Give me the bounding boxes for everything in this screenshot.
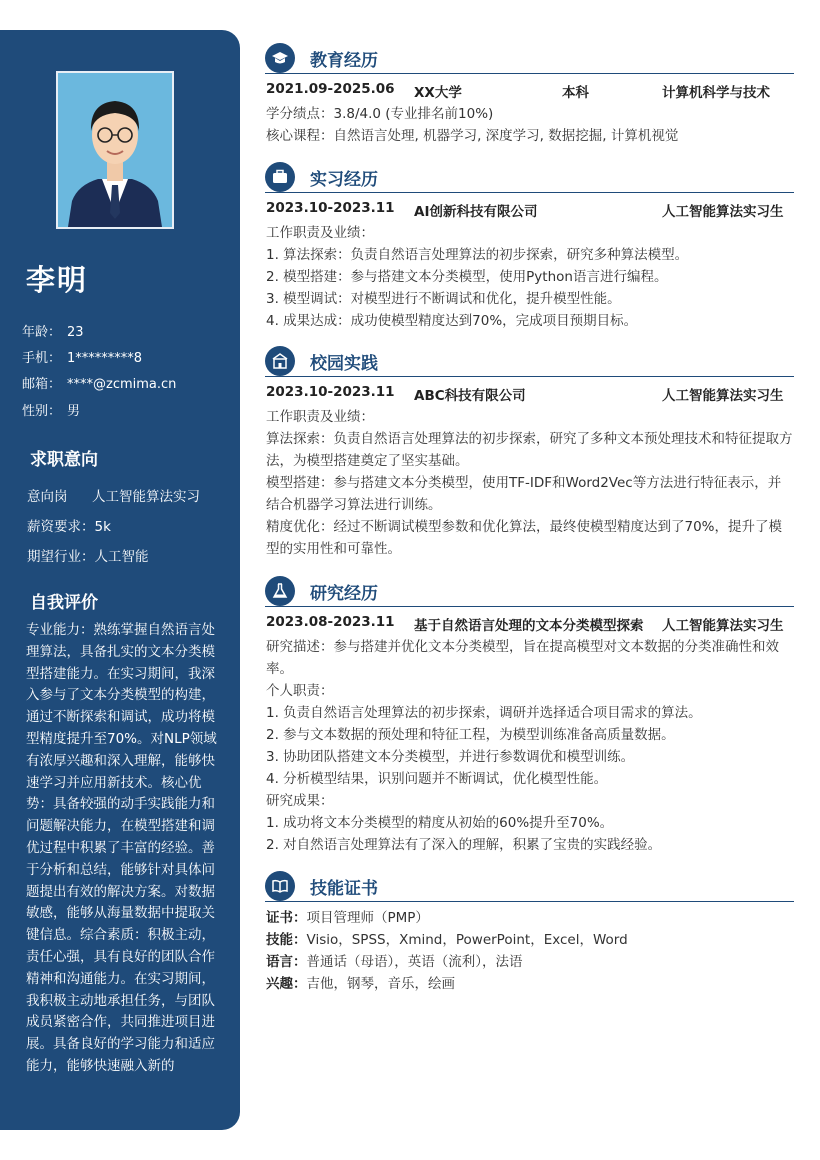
internship-details: 工作职责及业绩： 1. 算法探索：负责自然语言处理算法的初步探索，研究多种算法模型。 2. 模型搭建：参与搭建文本分类模型，使用Python语言进行编程。 3. 模型调试：对模型进行不断调试和优化，提升模型性能。 4. 成果达成：成功使模型精度达到70%，完成项目预期目标。 bbox=[266, 225, 689, 329]
education-row: 2021.09-2025.06 XX大学 本科 计算机科学与技术 bbox=[266, 81, 770, 101]
self-eval-text: 专业能力：熟练掌握自然语言处理算法，具备扎实的文本分类模型搭建能力。在实习期间，我深入参与了文本分类模型的构建，通过不断探索和调试，成功将模型精度提升至70%。对NLP领域有浓厚兴趣和深入理解，能够快速学习并应用新技术。核心优势：具备较强的动手实践能力和问题解决能力，在模型搭建和调优过程中积累了丰富的经验。善于分析和总结，能够针对具体问题提出有效的解决方案。对数据敏感，能够从海量数据中提取关键信息。综合素质：积极主动，责任心强，具有良好的团队合作精神和沟通能力。在实习期间，我积极主动地承担任务，与团队成员紧密合作，共同推进项目进展。具备良好的学习能力和适应能力，能够快速融入新的 bbox=[26, 622, 217, 1074]
profile-photo bbox=[56, 71, 174, 229]
research-title: 研究经历 bbox=[310, 584, 378, 604]
campus-header bbox=[265, 346, 794, 377]
skills-title: 技能证书 bbox=[310, 879, 378, 899]
skills-details bbox=[266, 907, 794, 995]
skill-row-interest: 兴趣：吉他，钢琴，音乐，绘画 bbox=[266, 976, 455, 992]
internship-row: 2023.10-2023.11 AI创新科技有限公司 人工智能算法实习生 bbox=[266, 200, 784, 220]
intent-position: 意向岗 人工智能算法实习 bbox=[27, 489, 200, 505]
self-eval-heading: 自我评价 bbox=[30, 593, 98, 613]
skill-row-language: 语言：普通话（母语），英语（流利），法语 bbox=[266, 954, 523, 970]
campus-title: 校园实践 bbox=[310, 354, 378, 374]
skill-row-skills: 技能：Visio，SPSS，Xmind，PowerPoint，Excel，Word bbox=[266, 932, 628, 948]
campus-row: 2023.10-2023.11 ABC科技有限公司 人工智能算法实习生 bbox=[266, 384, 784, 404]
internship-title: 实习经历 bbox=[310, 170, 378, 190]
research-row: 2023.08-2023.11 基于自然语言处理的文本分类模型探索 人工智能算法实习生 bbox=[266, 614, 784, 634]
skills-header bbox=[265, 871, 794, 902]
intent-heading: 求职意向 bbox=[30, 450, 98, 470]
flask-icon bbox=[265, 576, 295, 606]
research-header bbox=[265, 576, 794, 607]
campus-details: 工作职责及业绩： 算法探索：负责自然语言处理算法的初步探索，研究了多种文本预处理技术和特征提取方法，为模型搭建奠定了坚实基础。 模型搭建：参与搭建文本分类模型，使用TF-IDF和Word2Vec等方法进行特征表示，并结合机器学习算法进行训练。 精度优化：经过不断调试模型参数和优化算法，最终使模型精度达到了70%，提升了模型的实用性和可靠性。 bbox=[266, 409, 793, 557]
info-phone: 手机： 1*********8 bbox=[22, 351, 143, 366]
candidate-name: 李明 bbox=[26, 263, 89, 297]
graduation-cap-icon bbox=[265, 43, 295, 73]
book-icon bbox=[265, 871, 295, 901]
research-details: 研究描述：参与搭建并优化文本分类模型，旨在提高模型对文本数据的分类准确性和效率。 个人职责： 1. 负责自然语言处理算法的初步探索，调研并选择适合项目需求的算法。 2. 参与文本数据的预处理和特征工程，为模型训练准备高质量数据。 3. 协助团队搭建文本分类模型，并进行参数调优和模型训练。 4. 分析模型结果，识别问题并不断调试，优化模型性能。 研究成果： 1. 成功将文本分类模型的精度从初始的60%提升至70%。 2. 对自然语言处理算法有了深入的理解，积累了宝贵的实践经验。 bbox=[266, 639, 779, 853]
education-header bbox=[265, 43, 794, 74]
intent-industry: 期望行业：人工智能 bbox=[27, 549, 149, 565]
info-age: 年龄： 23 bbox=[22, 325, 84, 340]
internship-header bbox=[265, 162, 794, 193]
education-title: 教育经历 bbox=[310, 51, 378, 71]
skill-row-cert: 证书：项目管理师（PMP） bbox=[266, 910, 429, 926]
building-icon bbox=[265, 346, 295, 376]
sidebar bbox=[0, 30, 240, 1130]
briefcase-icon bbox=[265, 162, 295, 192]
intent-salary: 薪资要求：5k bbox=[27, 519, 111, 535]
info-gender: 性别： 男 bbox=[22, 404, 81, 419]
education-details: 学分绩点：3.8/4.0 (专业排名前10%) 核心课程：自然语言处理, 机器学习, 深度学习, 数据挖掘, 计算机视觉 bbox=[266, 106, 679, 144]
info-email: 邮箱： ****@zcmima.cn bbox=[22, 377, 177, 392]
